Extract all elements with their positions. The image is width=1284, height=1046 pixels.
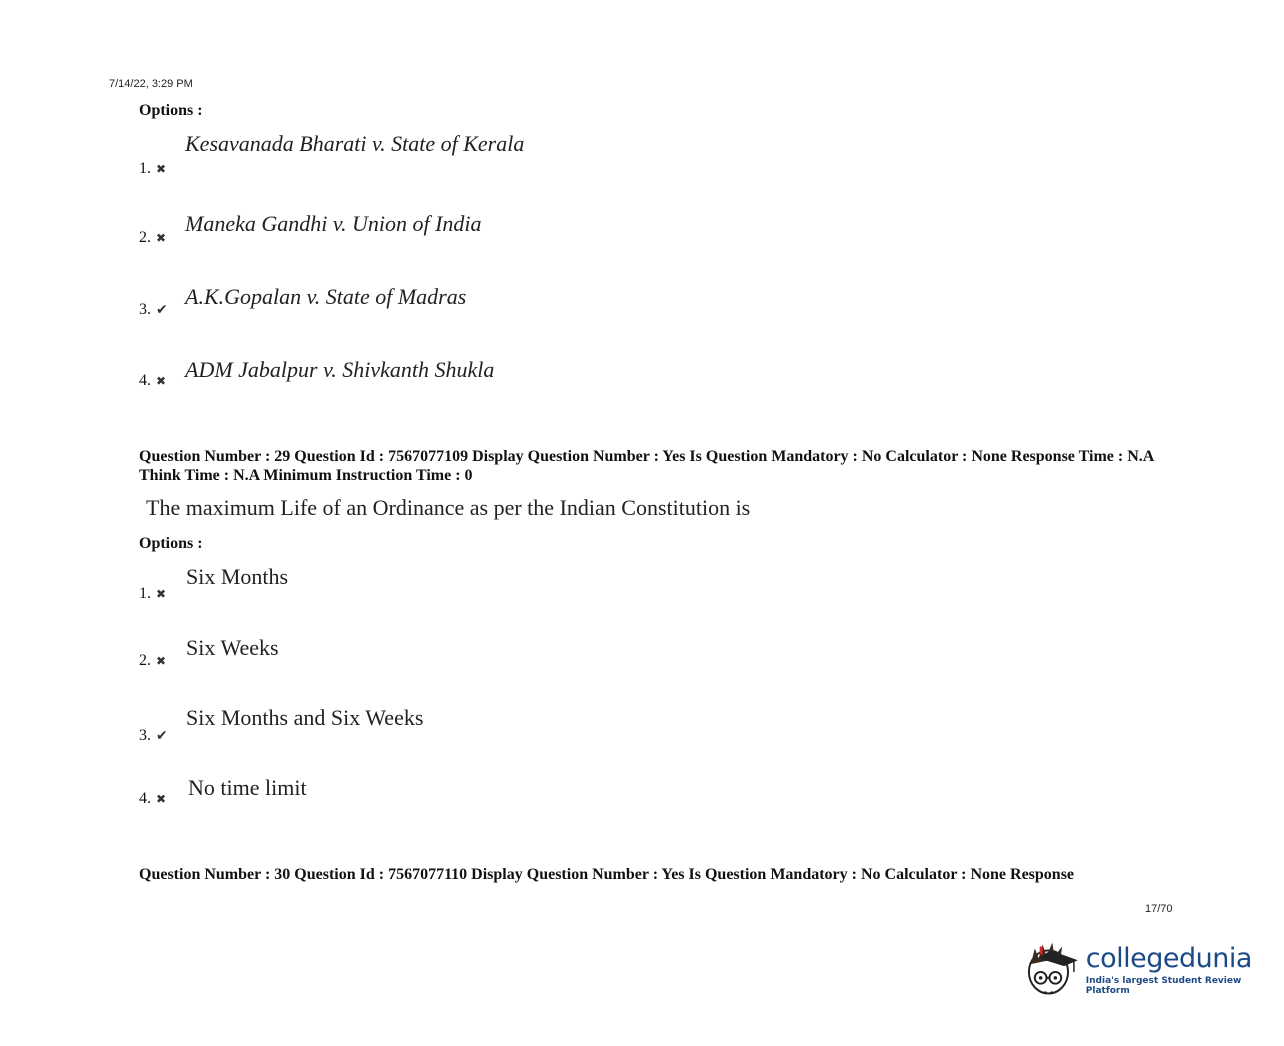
option-number-text: 2. [139, 229, 151, 246]
option-text: A.K.Gopalan v. State of Madras [185, 284, 467, 309]
option-number [139, 229, 166, 247]
options-label: Options : [139, 535, 203, 552]
option-number [139, 790, 166, 808]
cross-icon: ✖ [156, 231, 167, 245]
cross-icon: ✖ [156, 587, 167, 601]
option-number-text: 4. [139, 790, 151, 807]
mascot-icon [1025, 938, 1080, 1002]
option-text: No time limit [188, 775, 307, 800]
cross-icon: ✖ [156, 162, 167, 176]
cross-icon: ✖ [156, 374, 167, 388]
option-number-text: 2. [139, 652, 151, 669]
brand-name: collegedunia [1085, 942, 1252, 974]
option-text: ADM Jabalpur v. Shivkanth Shukla [185, 357, 495, 382]
question-text: The maximum Life of an Ordinance as per the Indian Constitution is [146, 495, 751, 520]
option-number [139, 652, 166, 670]
options-label: Options : [139, 102, 203, 119]
check-icon: ✔ [156, 728, 168, 744]
print-timestamp: 7/14/22, 3:29 PM [109, 78, 193, 90]
option-number-text: 4. [139, 372, 151, 389]
watermark-logo [1025, 938, 1284, 1002]
option-number-text: 1. [139, 585, 151, 602]
cross-icon: ✖ [156, 654, 167, 668]
option-number-text: 3. [139, 301, 151, 318]
question-meta: Question Number : 30 Question Id : 7567077110 Display Question Number : Yes Is Question Mandatory : No Calculator : None Response [139, 866, 1075, 883]
logo-text-block [1085, 942, 1284, 996]
option-number [139, 372, 166, 390]
page-number: 17/70 [1145, 903, 1173, 915]
option-number [139, 301, 168, 319]
option-number-text: 3. [139, 727, 151, 744]
option-text: Six Months and Six Weeks [186, 705, 424, 730]
option-text: Maneka Gandhi v. Union of India [185, 211, 482, 236]
option-number [139, 160, 166, 178]
option-number-text: 1. [139, 160, 151, 177]
question-meta: Question Number : 29 Question Id : 7567077109 Display Question Number : Yes Is Question Mandatory : No Calculator : None Response Time : N.A Think Time : N.A Minimum Instruction Time : 0 [139, 448, 1154, 484]
option-number [139, 727, 168, 745]
option-text: Kesavanada Bharati v. State of Kerala [185, 131, 525, 156]
brand-tagline: India's largest Student Review Platform [1085, 975, 1242, 996]
option-text: Six Months [186, 564, 289, 589]
cross-icon: ✖ [156, 792, 167, 806]
check-icon: ✔ [156, 302, 168, 318]
option-text: Six Weeks [186, 635, 279, 660]
option-number [139, 585, 166, 603]
